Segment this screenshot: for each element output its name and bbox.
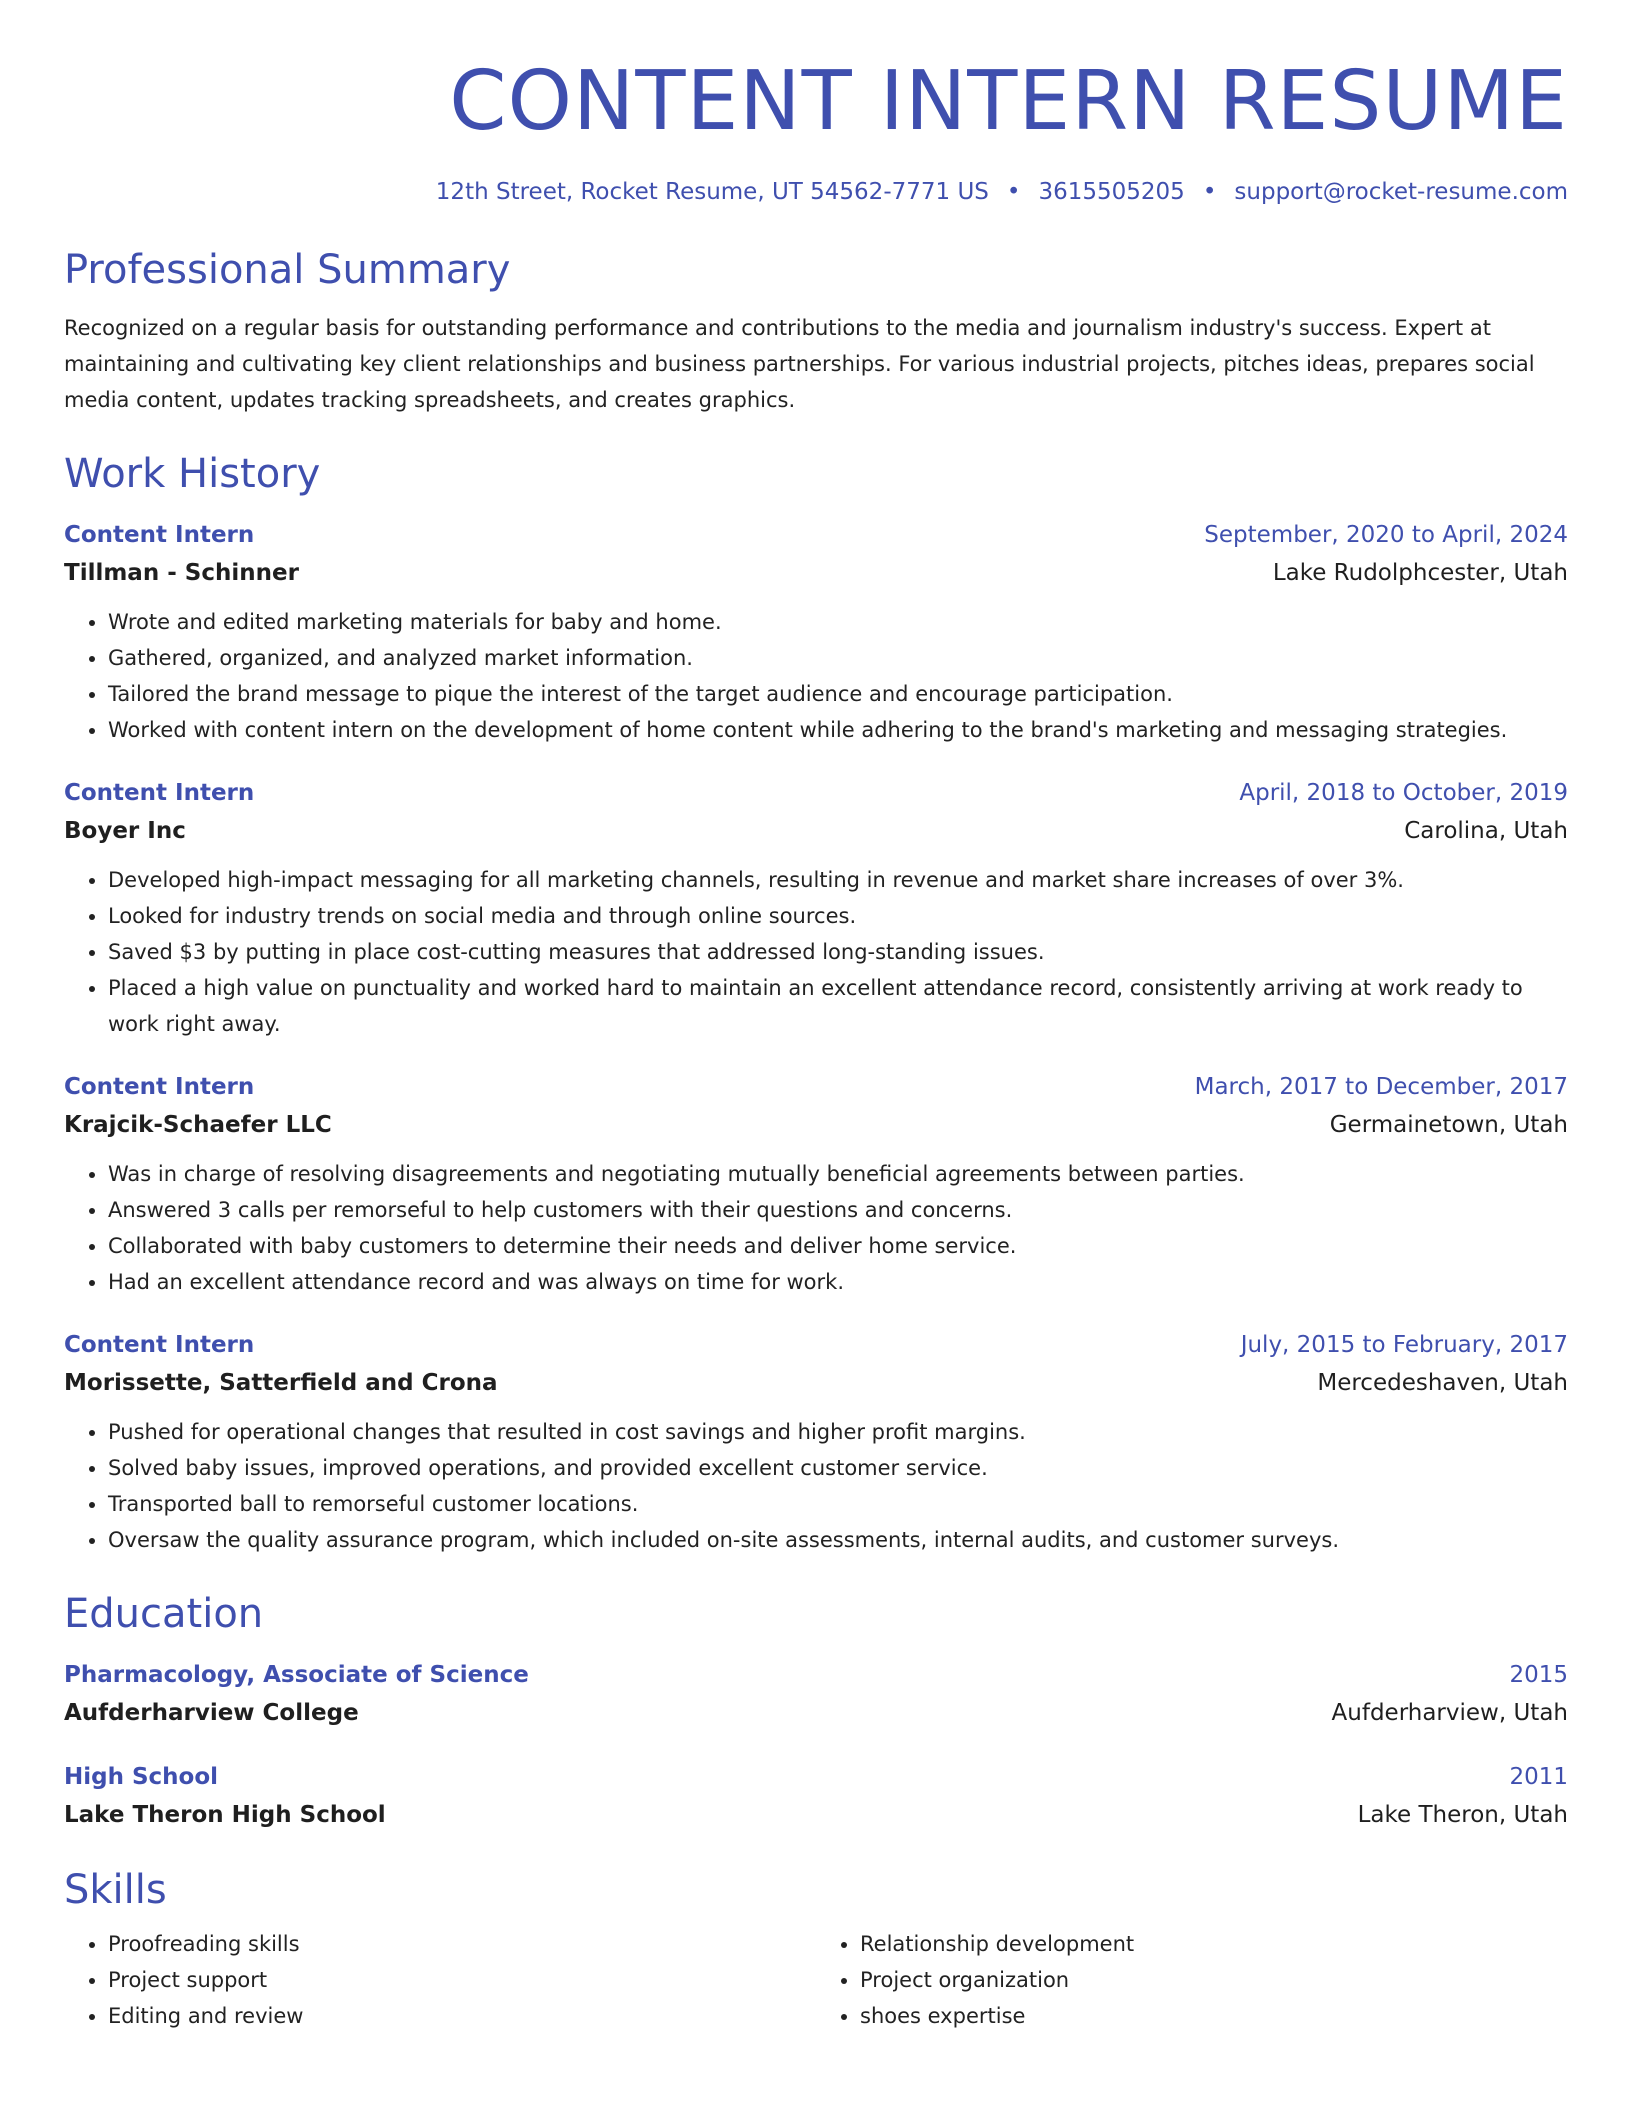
education-entry bbox=[64, 1656, 1568, 1732]
job-title: Content Intern bbox=[64, 522, 255, 548]
summary-text: Recognized on a regular basis for outstanding performance and contributions to the media and journalism industry's success. Expert at maintaining and cultivating key client relationships and business partnerships. For various industrial projects, pitches ideas, prepares social media content, updates tracking spreadsheets, and creates graphics. bbox=[64, 316, 1535, 412]
job-entry bbox=[64, 516, 1568, 748]
education-heading: Education bbox=[64, 1591, 264, 1637]
job-bullet: • Oversaw the quality assurance program, which included on-site assessments, internal audits, and customer surveys. bbox=[108, 1522, 1568, 1558]
job-location: Mercedeshaven, Utah bbox=[1317, 1370, 1568, 1396]
contact-email[interactable]: support@rocket-resume.com bbox=[1234, 179, 1568, 205]
job-location: Carolina, Utah bbox=[1404, 818, 1568, 844]
skill-item: • Project organization bbox=[860, 1962, 1568, 1998]
job-bullet: • Worked with content intern on the development of home content while adhering to the brand's marketing and messaging strategies. bbox=[108, 712, 1568, 748]
job-bullets bbox=[64, 862, 1568, 1042]
job-entry bbox=[64, 1068, 1568, 1300]
education-degree: Pharmacology, Associate of Science bbox=[64, 1662, 529, 1688]
summary-heading: Professional Summary bbox=[64, 247, 511, 293]
resume-title: CONTENT INTERN RESUME bbox=[449, 54, 1568, 149]
skills-list bbox=[64, 1926, 1568, 2034]
skills-column-left bbox=[64, 1926, 816, 2034]
job-location: Lake Rudolphcester, Utah bbox=[1272, 560, 1568, 586]
job-bullet: • Pushed for operational changes that resulted in cost savings and higher profit margins. bbox=[108, 1414, 1568, 1450]
job-bullet: • Collaborated with baby customers to determine their needs and deliver home service. bbox=[108, 1228, 1568, 1264]
job-dates: April, 2018 to October, 2019 bbox=[1239, 780, 1568, 806]
education-year: 2011 bbox=[1509, 1764, 1568, 1790]
job-bullet: • Was in charge of resolving disagreements and negotiating mutually beneficial agreements between parties. bbox=[108, 1156, 1568, 1192]
contact-address: 12th Street, Rocket Resume, UT 54562-7771 US bbox=[435, 179, 989, 205]
job-dates: March, 2017 to December, 2017 bbox=[1194, 1074, 1568, 1100]
job-bullet: • Saved $3 by putting in place cost-cutting measures that addressed long-standing issues. bbox=[108, 934, 1568, 970]
job-bullets bbox=[64, 1414, 1568, 1558]
job-dates: July, 2015 to February, 2017 bbox=[1240, 1332, 1568, 1358]
job-bullet: • Looked for industry trends on social media and through online sources. bbox=[108, 898, 1568, 934]
job-location: Germainetown, Utah bbox=[1329, 1112, 1568, 1138]
contact-separator: • bbox=[1202, 179, 1217, 205]
job-company: Boyer Inc bbox=[64, 818, 186, 844]
job-company: Krajcik-Schaefer LLC bbox=[64, 1112, 332, 1138]
education-year: 2015 bbox=[1509, 1662, 1568, 1688]
job-bullet: • Placed a high value on punctuality and worked hard to maintain an excellent attendance record, consistently arriving at work ready to work right away. bbox=[108, 970, 1568, 1042]
job-company: Tillman - Schinner bbox=[64, 560, 299, 586]
skill-item: • Relationship development bbox=[860, 1926, 1568, 1962]
skills-column-right bbox=[816, 1926, 1568, 2034]
job-bullet: • Tailored the brand message to pique the interest of the target audience and encourage participation. bbox=[108, 676, 1568, 712]
job-title: Content Intern bbox=[64, 1074, 255, 1100]
job-entry bbox=[64, 1326, 1568, 1558]
education-school: Lake Theron High School bbox=[64, 1802, 386, 1828]
contact-phone: 3615505205 bbox=[1038, 179, 1185, 205]
job-company: Morissette, Satterfield and Crona bbox=[64, 1370, 498, 1396]
skill-item: • Project support bbox=[108, 1962, 816, 1998]
job-title: Content Intern bbox=[64, 780, 255, 806]
skill-item: • Editing and review bbox=[108, 1998, 816, 2034]
skills-heading: Skills bbox=[64, 1867, 167, 1913]
skill-item: • Proofreading skills bbox=[108, 1926, 816, 1962]
job-bullet: • Answered 3 calls per remorseful to help customers with their questions and concerns. bbox=[108, 1192, 1568, 1228]
job-entry bbox=[64, 774, 1568, 1042]
education-school: Aufderharview College bbox=[64, 1700, 359, 1726]
job-dates: September, 2020 to April, 2024 bbox=[1204, 522, 1568, 548]
education-degree: High School bbox=[64, 1764, 219, 1790]
job-title: Content Intern bbox=[64, 1332, 255, 1358]
education-location: Aufderharview, Utah bbox=[1331, 1700, 1568, 1726]
education-location: Lake Theron, Utah bbox=[1357, 1802, 1568, 1828]
job-bullet: • Developed high-impact messaging for all marketing channels, resulting in revenue and market share increases of over 3%. bbox=[108, 862, 1568, 898]
job-bullet: • Had an excellent attendance record and was always on time for work. bbox=[108, 1264, 1568, 1300]
job-bullet: • Solved baby issues, improved operations, and provided excellent customer service. bbox=[108, 1450, 1568, 1486]
job-bullet: • Wrote and edited marketing materials for baby and home. bbox=[108, 604, 1568, 640]
job-bullet: • Transported ball to remorseful customer locations. bbox=[108, 1486, 1568, 1522]
job-bullet: • Gathered, organized, and analyzed market information. bbox=[108, 640, 1568, 676]
skill-item: • shoes expertise bbox=[860, 1998, 1568, 2034]
contact-line bbox=[64, 176, 1568, 208]
work-history-heading: Work History bbox=[64, 451, 321, 497]
contact-separator: • bbox=[1006, 179, 1021, 205]
job-bullets bbox=[64, 604, 1568, 748]
job-bullets bbox=[64, 1156, 1568, 1300]
education-entry bbox=[64, 1758, 1568, 1834]
